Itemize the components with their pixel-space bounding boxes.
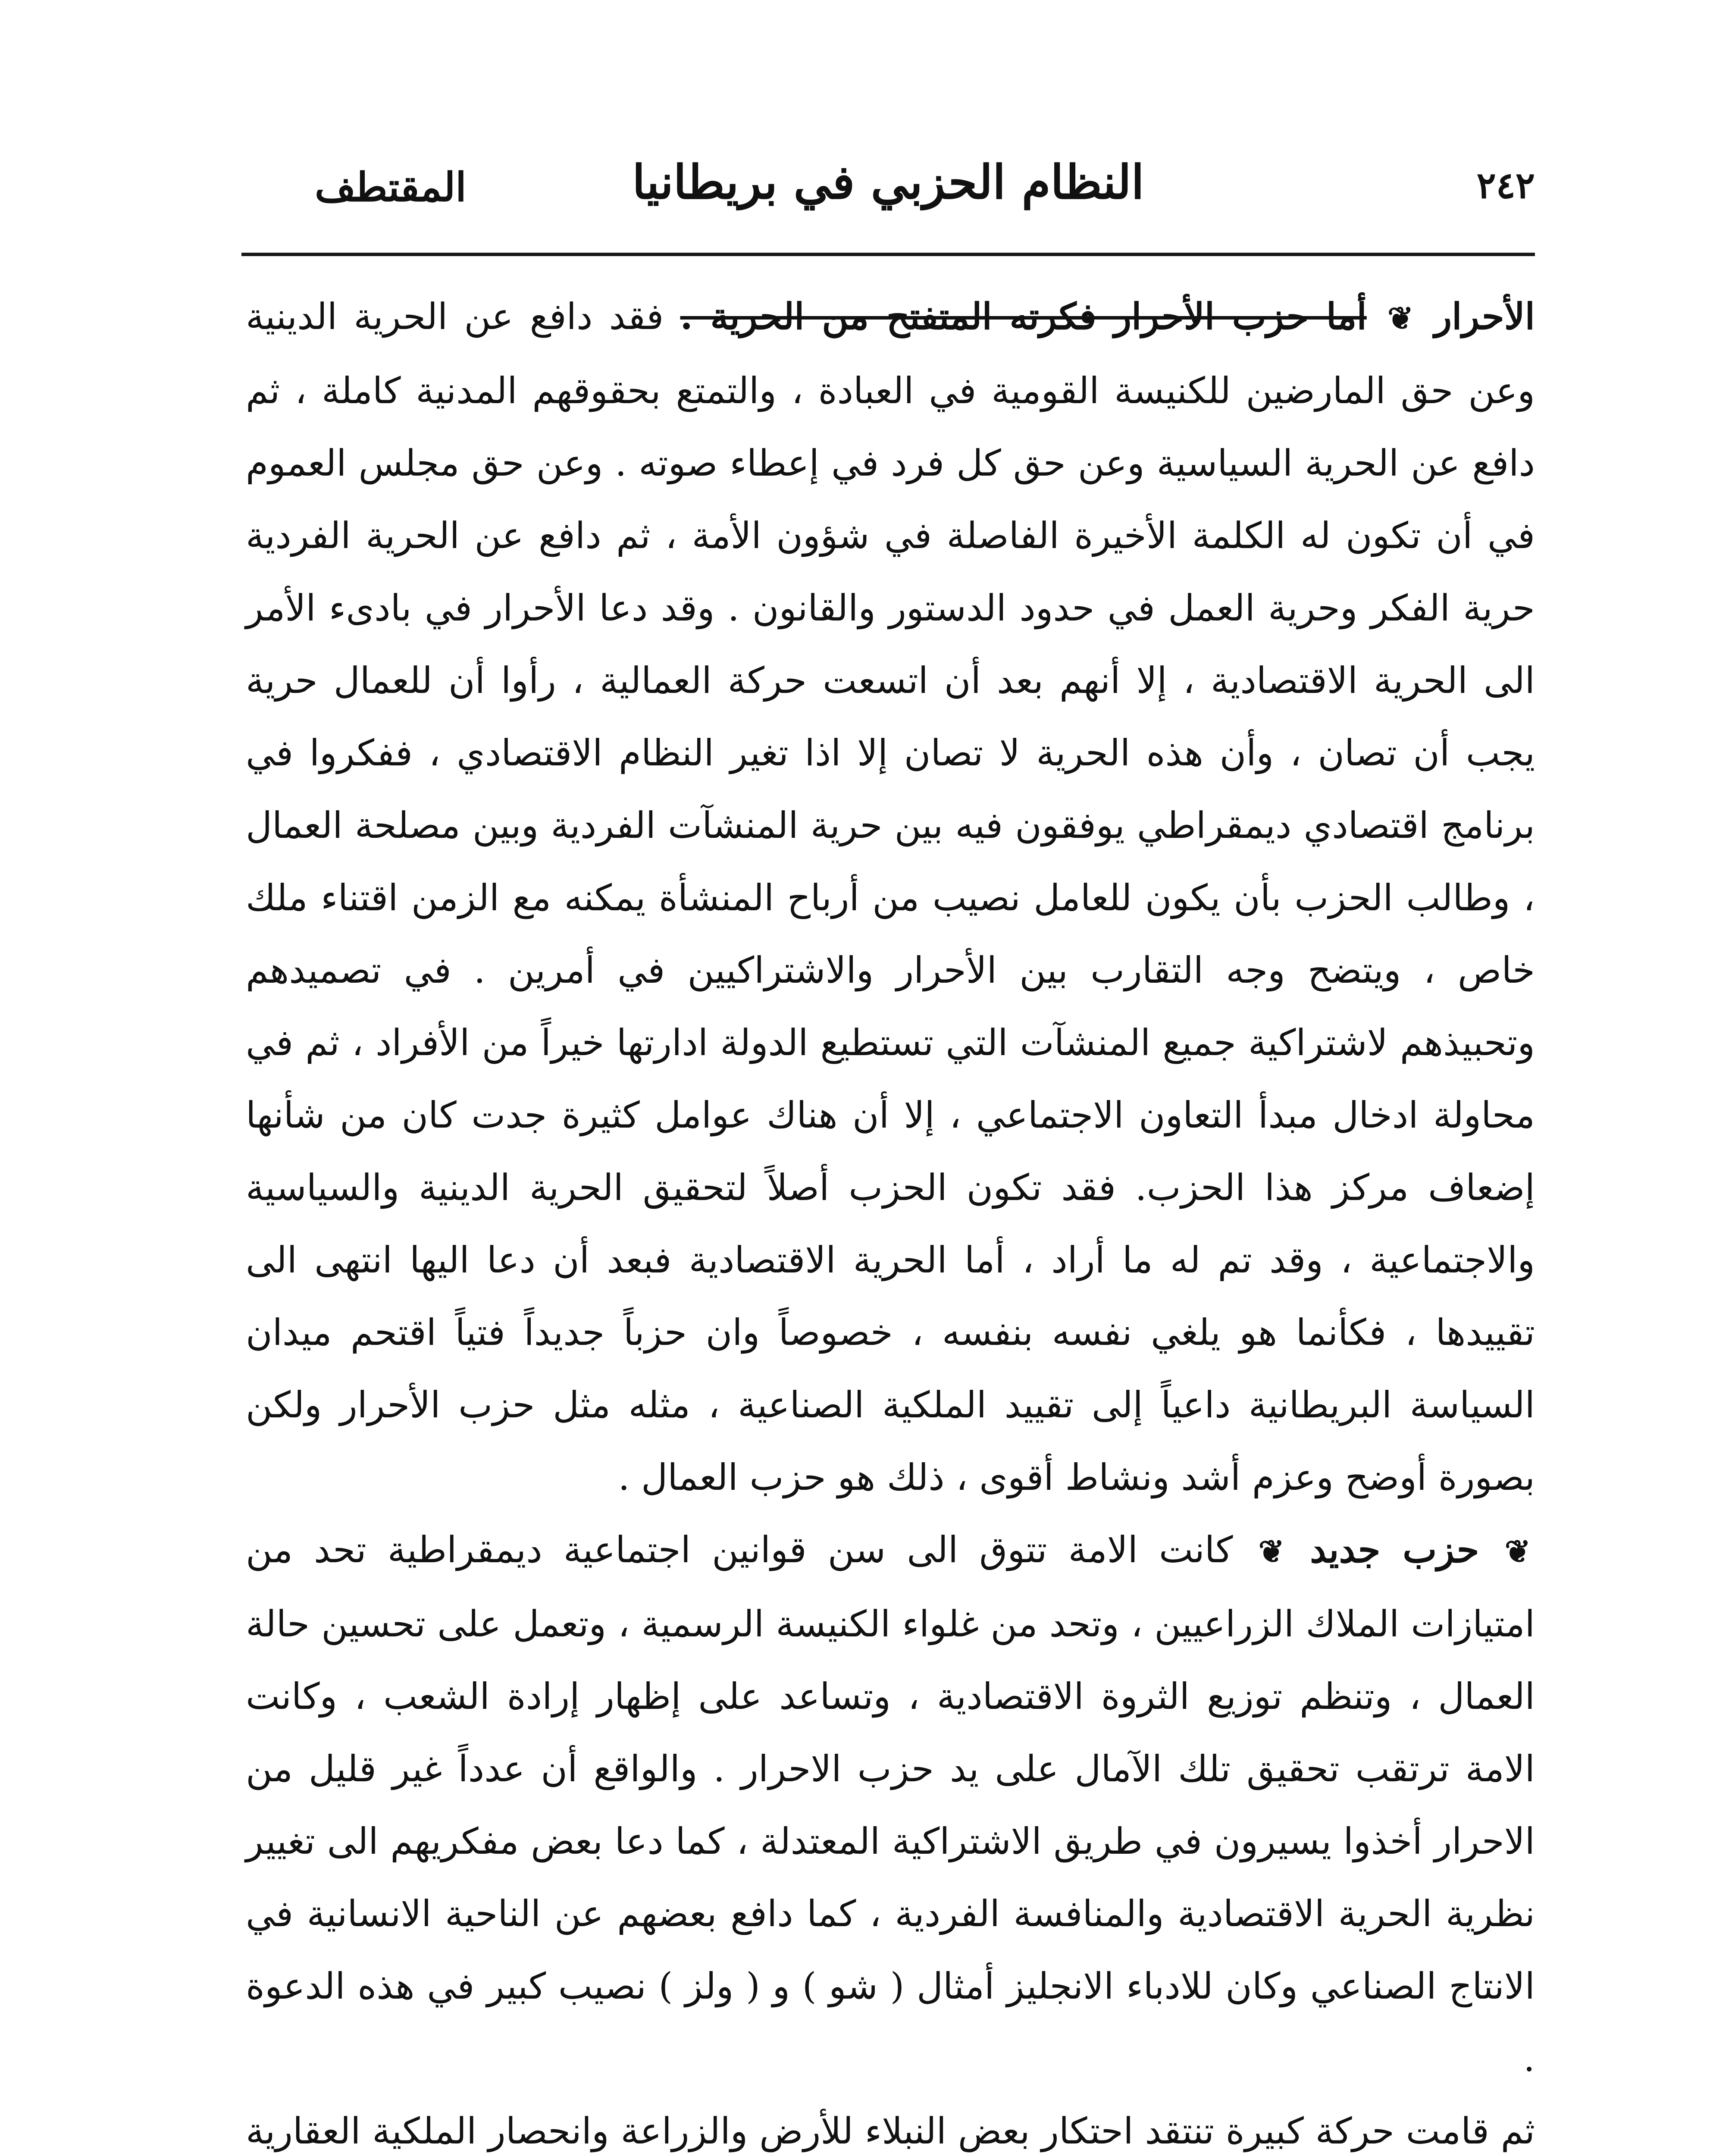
- header-divider: [241, 253, 1535, 256]
- paragraph-text: فقد دافع عن الحرية الدينية وعن حق المارضين للكنيسة القومية في العبادة ، والتمتع بحقوقهم المدنية كاملة ، ثم دافع عن الحرية السياسية وعن حق كل فرد في إعطاء صوته . وعن حق مجلس العموم في أن تكون له الكلمة الأخيرة الفاصلة في شؤون الأمة ، ثم دافع عن الحرية الفردية حرية الفكر وحرية العمل في حدود الدستور والقانون . وقد دعا الأحرار في بادىء الأمر الى الحرية الاقتصادية ، إلا أنهم بعد أن اتسعت حركة العمالية ، رأوا أن للعمال حرية يجب أن تصان ، وأن هذه الحرية لا تصان إلا اذا تغير النظام الاقتصادي ، ففكروا في برنامج اقتصادي ديمقراطي يوفقون فيه بين حرية المنشآت الفردية وبين مصلحة العمال ، وطالب الحزب بأن يكون للعامل نصيب من أرباح المنشأة يمكنه مع الزمن اقتناء ملك خاص ، ويتضح وجه التقارب بين الأحرار والاشتراكيين في أمرين . في تصميدهم وتحبيذهم لاشتراكية جميع المنشآت التي تستطيع الدولة ادارتها خيراً من الأفراد ، ثم في محاولة ادخال مبدأ التعاون الاجتماعي ، إلا أن هناك عوامل كثيرة جدت كان من شأنها إضعاف مركز هذا الحزب. فقد تكون الحزب أصلاً لتحقيق الحرية الدينية والسياسية والاجتماعية ، وقد تم له ما أراد ، أما الحرية الاقتصادية فبعد أن دعا اليها انتهى الى تقييدها ، فكأنما هو يلغي نفسه بنفسه ، خصوصاً وان حزباً جديداً فتياً اقتحم ميدان السياسة البريطانية داعياً إلى تقييد الملكية الصناعية ، مثله مثل حزب الأحرار ولكن بصورة أوضح وعزم أشد ونشاط أقوى ، ذلك هو حزب العمال .: [246, 295, 1535, 1498]
- section-heading: حزب جديد: [1310, 1528, 1479, 1571]
- paragraph-text: كانت الامة تتوق الى سن قوانين اجتماعية ديمقراطية تحد من امتيازات الملاك الزراعيين ، وتحد من غلواء الكنيسة الرسمية ، وتعمل على تحسين حالة العمال ، وتنظم توزيع الثروة الاقتصادية ، وتساعد على إظهار إرادة الشعب ، وكانت الامة ترتقب تحقيق تلك الآمال على يد حزب الاحرار . والواقع أن عدداً غير قليل من الاحرار أخذوا يسيرون في طريق الاشتراكية المعتدلة ، كما دعا بعض مفكريهم الى تغيير نظرية الحرية الاقتصادية والمنافسة الفردية ، كما دافع بعضهم عن الناحية الانسانية في الانتاج الصناعي وكان للادباء الانجليز أمثال ( شو ) و ( ولز ) نصيب كبير في هذه الدعوة .: [246, 1529, 1535, 2080]
- running-head: [241, 155, 1535, 224]
- ornament-icon: ❦: [1258, 1533, 1284, 1570]
- section-heading: الأحرار: [1434, 295, 1535, 338]
- page-number: ٢٤٢: [1476, 164, 1535, 207]
- journal-name: المقتطف: [315, 164, 467, 210]
- ornament-icon: ❦: [1387, 300, 1414, 336]
- paragraph: [246, 2095, 1535, 2156]
- paragraph-text: ثم قامت حركة كبيرة تنتقد احتكار بعض النبلاء للأرض والزراعة وانحصار الملكية العقارية: [246, 2110, 1535, 2152]
- article-title: النظام الحزبي في بريطانيا: [632, 155, 1144, 210]
- ornament-icon: ❦: [1504, 1533, 1531, 1570]
- struck-out-text: أما حزب الأحرار فكرته المتفتح من الحرية .: [680, 295, 1367, 338]
- paragraph: [246, 280, 1535, 1514]
- paragraph: [246, 1514, 1535, 2095]
- article-body: [246, 280, 1535, 2156]
